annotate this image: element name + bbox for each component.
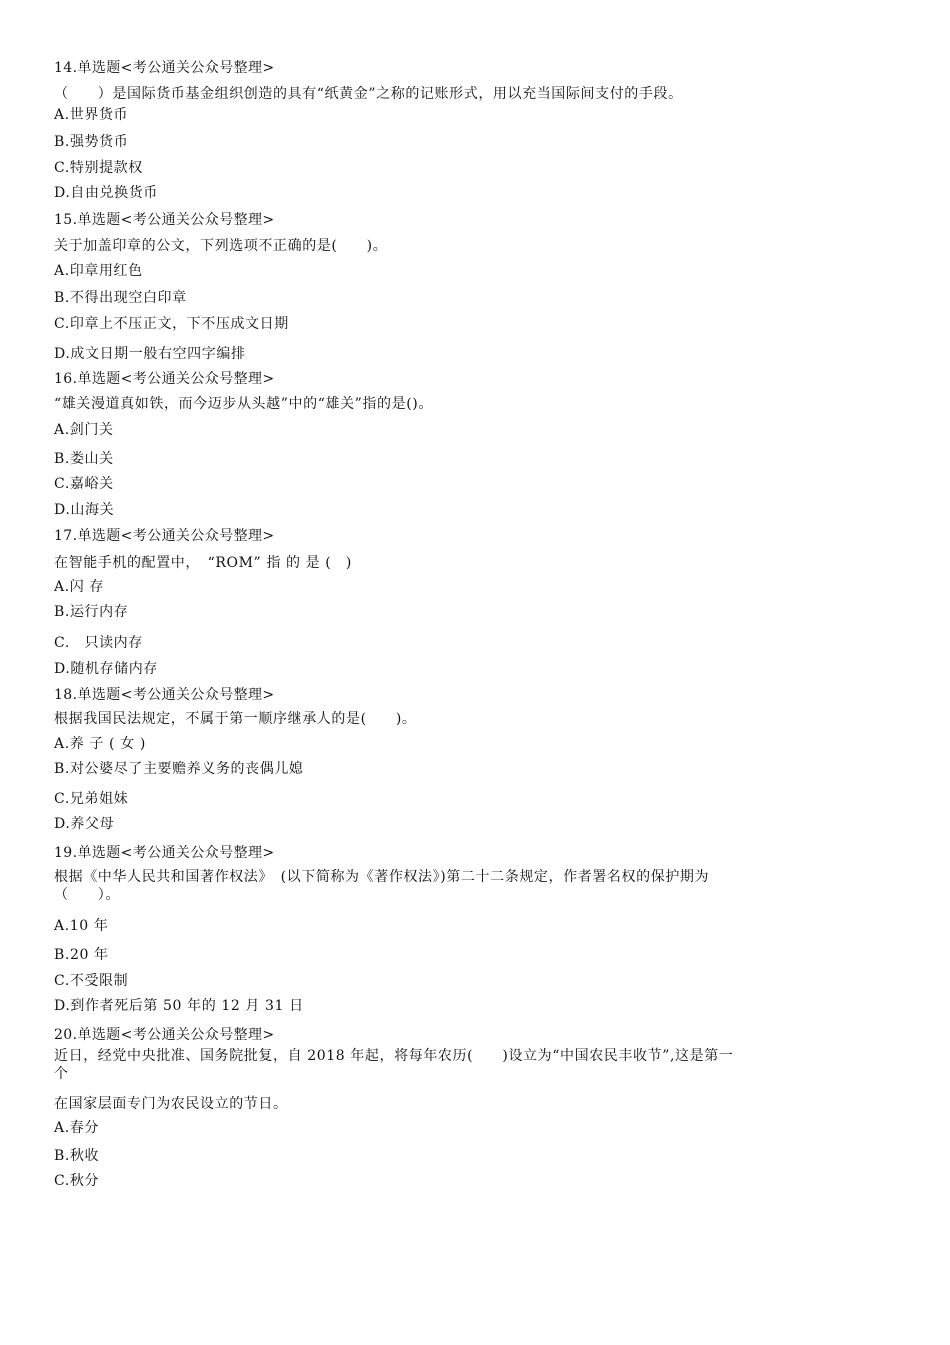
question-19-option-c: C.不受限制 [54,973,129,989]
question-20-header: 20.单选题<考公通关公众号整理> [54,1027,275,1043]
question-19-header: 19.单选题<考公通关公众号整理> [54,845,275,861]
question-16-option-b: B.娄山关 [54,451,114,467]
question-19-option-b: B.20 年 [54,947,109,963]
question-16-header: 16.单选题<考公通关公众号整理> [54,371,275,387]
question-17-header: 17.单选题<考公通关公众号整理> [54,528,275,544]
question-16-option-c: C.嘉峪关 [54,476,114,492]
question-17-option-a: A.闪 存 [54,579,105,595]
question-15-stem: 关于加盖印章的公文，下列选项不正确的是( )。 [54,238,388,254]
question-15-option-c: C.印章上不压正文，下不压成文日期 [54,316,289,332]
question-17-option-d: D.随机存储内存 [54,661,158,677]
question-19-stem-line-2: （ ）。 [54,887,120,903]
question-18-option-c: C.兄弟姐妹 [54,791,129,807]
question-20-stem-line-1: 近日，经党中央批准、国务院批复，自 2018 年起，将每年农历( )设立为“中国农民丰收节”,这是第一 [54,1048,734,1064]
question-14-option-b: B.强势货币 [54,134,129,150]
question-14-option-a: A.世界货币 [54,107,129,123]
question-18-option-b: B.对公婆尽了主要赡养义务的丧偶儿媳 [54,761,304,777]
question-14-option-d: D.自由兑换货币 [54,185,158,201]
question-15-option-a: A.印章用红色 [54,263,143,279]
question-18-option-a: A.养 子 ( 女 ) [54,736,146,752]
question-14-header: 14.单选题<考公通关公众号整理> [54,60,275,76]
question-20-option-a: A.春分 [54,1120,99,1136]
question-17-option-b: B.运行内存 [54,604,129,620]
question-16-option-d: D.山海关 [54,502,115,518]
question-20-stem-line-3: 在国家层面专门为农民设立的节日。 [54,1096,288,1112]
question-20-option-c: C.秋分 [54,1173,100,1189]
question-17-option-c: C. 只读内存 [54,635,143,651]
question-16-option-a: A.剑门关 [54,422,114,438]
question-19-option-a: A.10 年 [54,918,109,934]
question-15-option-d: D.成文日期一般右空四字编排 [54,346,246,362]
question-15-header: 15.单选题<考公通关公众号整理> [54,212,275,228]
question-20-stem-line-2: 个 [54,1066,69,1082]
question-15-option-b: B.不得出现空白印章 [54,290,187,306]
question-16-stem: “雄关漫道真如铁，而今迈步从头越”中的“雄关”指的是()。 [54,396,433,412]
question-18-stem: 根据我国民法规定，不属于第一顺序继承人的是( )。 [54,711,417,727]
question-19-stem-line-1: 根据《中华人民共和国著作权法》 (以下简称为《著作权法》)第二十二条规定，作者署名权的保护期为 [54,869,710,885]
question-14-stem: （ ）是国际货币基金组织创造的具有“纸黄金”之称的记账形式，用以充当国际间支付的手段。 [54,86,683,102]
question-14-option-c: C.特别提款权 [54,160,143,176]
question-18-option-d: D.养父母 [54,816,115,832]
question-18-header: 18.单选题<考公通关公众号整理> [54,687,275,703]
question-20-option-b: B.秋收 [54,1148,100,1164]
question-17-stem: 在智能手机的配置中， “ROM” 指 的 是 ( ) [54,555,352,571]
question-19-option-d: D.到作者死后第 50 年的 12 月 31 日 [54,998,304,1014]
